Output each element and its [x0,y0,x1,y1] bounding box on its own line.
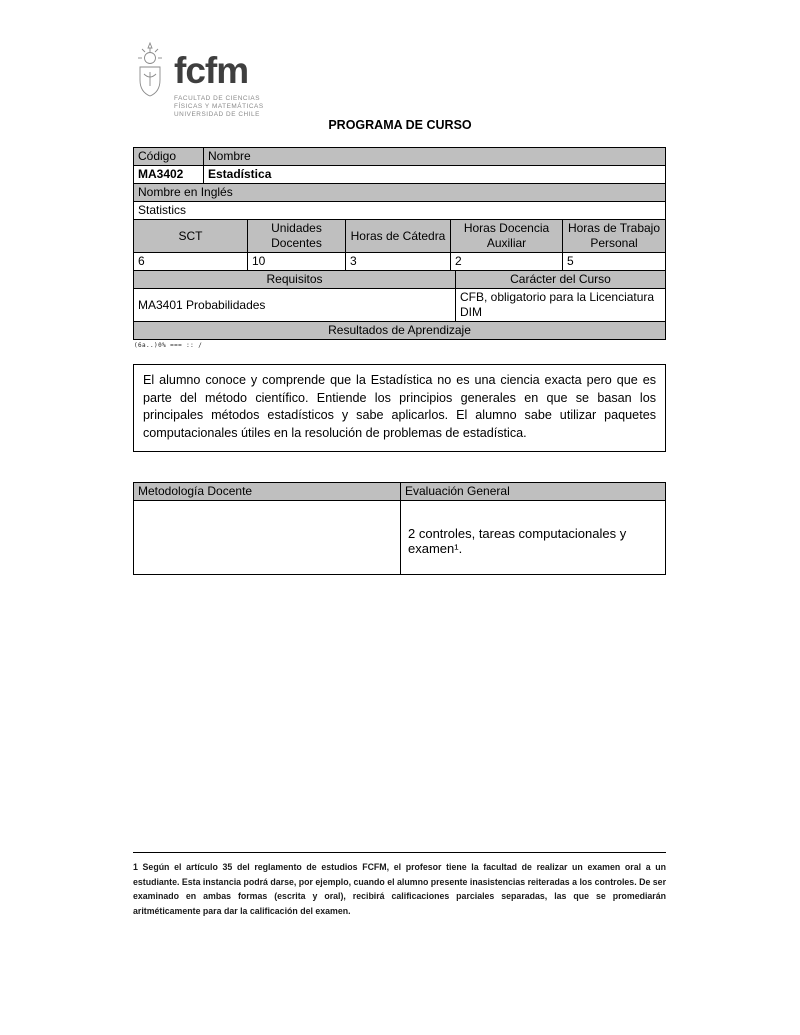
caracter-header-cell: Carácter del Curso [456,271,666,289]
horas-docencia-auxiliar-value-cell: 2 [451,253,563,271]
codigo-value-cell: MA3402 [134,166,204,184]
fcfm-logo [133,42,264,120]
unidades-docentes-value-cell: 10 [248,253,346,271]
table-row [134,148,666,166]
horas-catedra-value-cell: 3 [346,253,451,271]
faculty-name-line1: FACULTAD DE CIENCIAS [174,94,261,102]
codigo-header-cell: Código [134,148,204,166]
table-row [134,184,666,202]
requisitos-header-cell: Requisitos [134,271,456,289]
university-crest-icon [133,42,167,104]
resultados-paragraph: El alumno conoce y comprende que la Estadística no es una ciencia exacta pero que es parte del método científico. Entiende los principios generales en que se basan los principales métodos estadísticos y sabe aplicarlos. El alumno sabe utilizar paquetes computacionales útiles en la resolución de problemas de estadística. [133,364,666,452]
metodologia-value-cell [134,500,401,574]
nombre-ingles-value-cell: Statistics [134,202,666,220]
requisitos-value-cell: MA3401 Probabilidades [134,289,456,322]
table-row [134,166,666,184]
faculty-name [174,95,264,120]
evaluacion-header-cell: Evaluación General [401,482,666,500]
table-row [134,253,666,271]
faculty-name-line2: FÍSICAS Y MATEMÁTICAS [174,102,264,110]
evaluacion-value-cell: 2 controles, tareas computacionales y examen¹. [401,500,666,574]
logo-text-block [174,42,264,120]
caracter-value-cell: CFB, obligatorio para la Licenciatura DIM [456,289,666,322]
resultados-header-cell: Resultados de Aprendizaje [134,322,666,340]
table-row [134,500,666,574]
table-row [134,220,666,253]
horas-trabajo-personal-header-cell: Horas de Trabajo Personal [563,220,666,253]
resultados-micro-text: (6a..)0% === :: / [134,342,203,349]
table-row [134,322,666,340]
horas-catedra-header-cell: Horas de Cátedra [346,220,451,253]
table-row [134,271,666,289]
table-row [134,289,666,322]
page-title: PROGRAMA DE CURSO [328,118,472,132]
nombre-value-cell: Estadística [204,166,666,184]
horas-docencia-auxiliar-header-cell: Horas Docencia Auxiliar [451,220,563,253]
course-hours-table [133,219,666,271]
table-row [134,482,666,500]
unidades-docentes-header-cell: Unidades Docentes [248,220,346,253]
sct-value-cell: 6 [134,253,248,271]
learning-outcomes-header-table [133,321,666,340]
footnote: 1 Según el artículo 35 del reglamento de estudios FCFM, el profesor tiene la facultad de realizar un examen oral a un estudiante. Esta instancia podrá darse, por ejemplo, cuando el alumno presente inasistencias reiteradas a los controles. De ser examinado en ambas formas (escrita y oral), recibirá calificaciones parciales separadas, las que se promediarán aritméticamente para dar la calificación del examen. [133,852,666,918]
horas-trabajo-personal-value-cell: 5 [563,253,666,271]
sct-header-cell: SCT [134,220,248,253]
nombre-ingles-header-cell: Nombre en Inglés [134,184,666,202]
metodologia-header-cell: Metodología Docente [134,482,401,500]
nombre-header-cell: Nombre [204,148,666,166]
table-row [134,202,666,220]
fcfm-wordmark: fcfm [174,50,249,91]
course-requisites-table [133,270,666,322]
course-code-table [133,147,666,220]
methodology-evaluation-table [133,482,666,575]
document-content [133,147,666,575]
faculty-name-line3: UNIVERSIDAD DE CHILE [174,111,260,119]
